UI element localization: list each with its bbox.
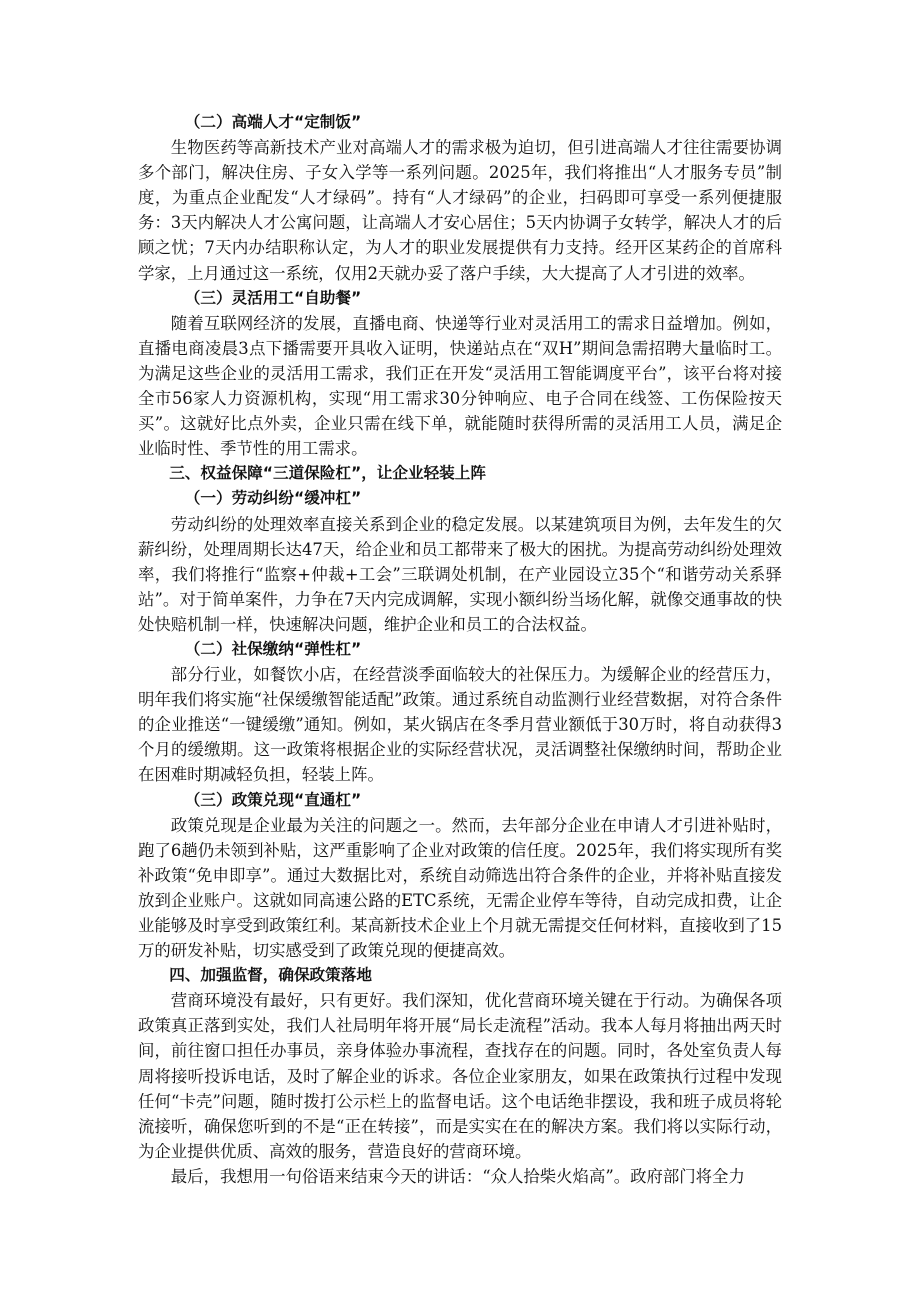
- subsection-heading: （一）劳动纠纷“缓冲杠”: [184, 489, 362, 508]
- paragraph: 随着互联网经济的发展，直播电商、快递等行业对灵活用工的需求日益增加。例如，直播电商凌晨3点下播需要开具收入证明，快递站点在“双H”期间急需招聘大量临时工。为满足这些企业的灵活用工需求，我们正在开发“灵活用工智能调度平台”，该平台将对接全市56家人力资源机构，实现“用工需求30分钟响应、电子合同在线签、工伤保险按天买”。这就好比点外卖，企业只需在线下单，就能随时获得所需的灵活用工人员，满足企业临时性、季节性的用工需求。: [138, 313, 782, 459]
- subsection-heading: （二）社保缴纳“弹性杠”: [184, 639, 362, 658]
- paragraph: 营商环境没有最好，只有更好。我们深知，优化营商环境关键在于行动。为确保各项政策真正落到实处，我们人社局明年将开展“局长走流程”活动。我本人每月将抽出两天时间，前往窗口担任办事员，亲身体验办事流程，查找存在的问题。同时，各处室负责人每周将接听投诉电话，及时了解企业的诉求。各位企业家朋友，如果在政策执行过程中发现任何“卡壳”问题，随时拨打公示栏上的监督电话。这个电话绝非摆设，我和班子成员将轮流接听，确保您听到的不是“正在转接”，而是实实在在的解决方案。我们将以实际行动，为企业提供优质、高效的服务，营造良好的营商环境。: [138, 991, 782, 1161]
- section-heading: 四、加强监督，确保政策落地: [169, 966, 372, 985]
- document-page: [138, 110, 782, 1189]
- paragraph: 劳动纠纷的处理效率直接关系到企业的稳定发展。以某建筑项目为例，去年发生的欠薪纠纷，处理周期长达47天，给企业和员工都带来了极大的困扰。为提高劳动纠纷处理效率，我们将推行“监察+仲裁+工会”三联调处机制，在产业园设立35个“和谐劳动关系驿站”。对于简单案件，力争在7天内完成调解，实现小额纠纷当场化解，就像交通事故的快处快赔机制一样，快速解决问题，维护企业和员工的合法权益。: [138, 514, 782, 634]
- subsection-heading: （二）高端人才“定制饭”: [184, 113, 362, 131]
- paragraph: 最后，我想用一句俗语来结束今天的讲话：“众人拾柴火焰高”。政府部门将全力: [170, 1166, 745, 1186]
- paragraph: 政策兑现是企业最为关注的问题之一。然而，去年部分企业在申请人才引进补贴时，跑了6趟仍未领到补贴，这严重影响了企业对政策的信任度。2025年，我们将实现所有奖补政策“免申即享”。通过大数据比对，系统自动筛选出符合条件的企业，并将补贴直接发放到企业账户。这就如同高速公路的ETC系统，无需企业停车等待，自动完成扣费，让企业能够及时享受到政策红利。某高新技术企业上个月就无需提交任何材料，直接收到了15万的研发补贴，切实感受到了政策兑现的便捷高效。: [138, 815, 782, 961]
- subsection-heading: （三）政策兑现“直通杠”: [184, 790, 362, 809]
- subsection-heading: （三）灵活用工“自助餐”: [184, 288, 362, 307]
- section-heading: 三、权益保障“三道保险杠”，让企业轻装上阵: [169, 464, 486, 483]
- paragraph: 部分行业，如餐饮小店，在经营淡季面临较大的社保压力。为缓解企业的经营压力，明年我们将实施“社保缓缴智能适配”政策。通过系统自动监测行业经营数据，对符合条件的企业推送“一键缓缴”通知。例如，某火锅店在冬季月营业额低于30万时，将自动获得3个月的缓缴期。这一政策将根据企业的实际经营状况，灵活调整社保缴纳时间，帮助企业在困难时期减轻负担，轻装上阵。: [138, 665, 782, 785]
- paragraph: 生物医药等高新技术产业对高端人才的需求极为迫切，但引进高端人才往往需要协调多个部门，解决住房、子女入学等一系列问题。2025年，我们将推出“人才服务专员”制度，为重点企业配发“人才绿码”。持有“人才绿码”的企业，扫码即可享受一系列便捷服务：3天内解决人才公寓问题，让高端人才安心居住；5天内协调子女转学，解决人才的后顾之忧；7天内办结职称认定，为人才的职业发展提供有力支持。经开区某药企的首席科学家，上月通过这一系统，仅用2天就办妥了落户手续，大大提高了人才引进的效率。: [138, 138, 782, 283]
